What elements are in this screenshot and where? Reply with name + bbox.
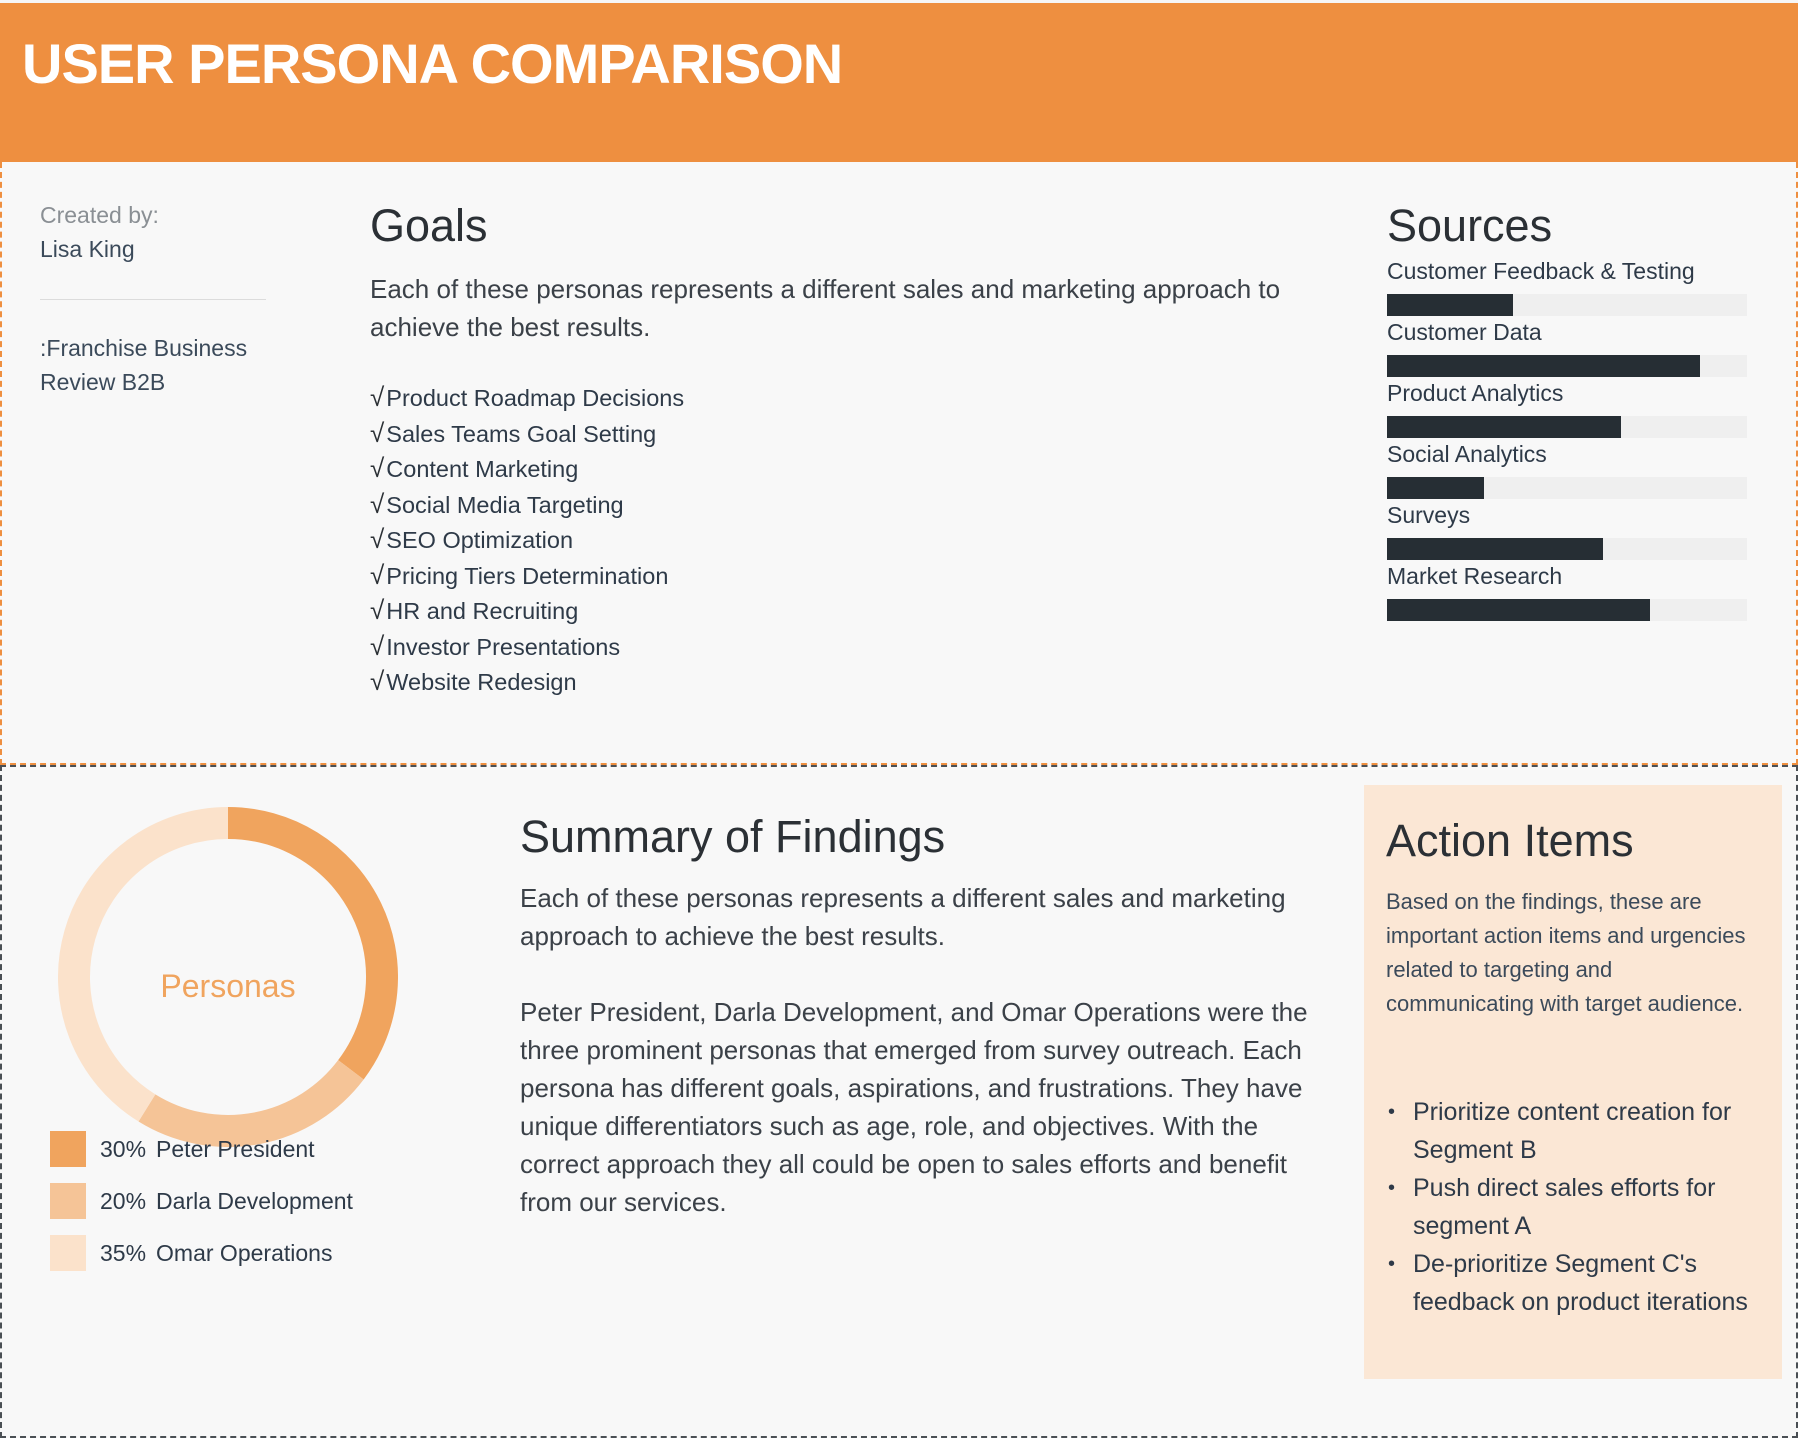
source-bar-track	[1387, 477, 1747, 499]
company-name: :Franchise Business Review B2B	[40, 335, 248, 395]
source-label: Customer Feedback & Testing	[1387, 258, 1695, 284]
findings-section	[0, 765, 1798, 1438]
legend-item	[50, 1235, 332, 1271]
overview-section	[0, 162, 1798, 765]
goal-item	[370, 380, 684, 416]
legend-swatch	[50, 1235, 86, 1271]
source-bar-track	[1387, 538, 1747, 560]
sources-title: Sources	[1387, 200, 1553, 251]
action-items-list	[1386, 1093, 1766, 1321]
goals-description: Each of these personas represents a different sales and marketing approach to achieve the best results.	[370, 274, 1281, 342]
goal-item	[370, 487, 684, 523]
goal-label: HR and Recruiting	[386, 598, 579, 624]
action-item: • Push direct sales efforts for segment A	[1386, 1169, 1766, 1245]
action-item: • Prioritize content creation for Segment B	[1386, 1093, 1766, 1169]
legend-label: Omar Operations	[156, 1239, 333, 1266]
donut-slice-peter-president	[228, 823, 382, 1070]
donut-center-label: Personas	[160, 968, 296, 1004]
checkmark-icon: √	[370, 382, 385, 412]
checkmark-icon: √	[370, 417, 385, 448]
source-label: Customer Data	[1387, 319, 1542, 345]
source-bar-fill	[1387, 416, 1621, 438]
source-item	[1387, 258, 1747, 316]
goal-label: Pricing Tiers Determination	[386, 562, 669, 589]
goal-item	[370, 416, 684, 452]
page-title: USER PERSONA COMPARISON	[22, 32, 843, 95]
source-bar-track	[1387, 294, 1747, 316]
action-items-description: Based on the findings, these are important action items and urgencies related to targeting and communicating with target audience.	[1386, 889, 1746, 1016]
source-item	[1387, 563, 1747, 621]
source-bar-track	[1387, 599, 1747, 621]
goal-label: Content Marketing	[386, 456, 579, 482]
creator-name: Lisa King	[40, 236, 135, 262]
action-items-panel	[1364, 785, 1782, 1379]
source-label: Social Analytics	[1387, 441, 1547, 467]
legend-percent: 30%	[100, 1135, 147, 1162]
checkmark-icon: √	[370, 559, 385, 590]
checkmark-icon: √	[370, 524, 385, 554]
source-bar-track	[1387, 416, 1747, 438]
legend-swatch	[50, 1131, 86, 1167]
source-bar-fill	[1387, 355, 1700, 377]
divider	[40, 299, 266, 300]
legend-percent: 20%	[100, 1187, 147, 1214]
source-item	[1387, 502, 1747, 560]
donut-slice-omar-operations	[74, 823, 228, 1108]
action-item: • De-prioritize Segment C's feedback on product iterations	[1386, 1245, 1766, 1321]
goal-label: Website Redesign	[386, 669, 577, 695]
source-bar-fill	[1387, 599, 1650, 621]
goal-label: Product Roadmap Decisions	[386, 385, 685, 411]
goal-label: Investor Presentations	[386, 633, 621, 660]
checkmark-icon: √	[370, 666, 385, 696]
legend-item	[50, 1183, 353, 1219]
goal-label: Sales Teams Goal Setting	[386, 420, 657, 447]
summary-title: Summary of Findings	[520, 811, 946, 862]
goal-item	[370, 451, 684, 487]
source-bar-fill	[1387, 538, 1603, 560]
page-header	[0, 0, 1798, 162]
legend-item	[50, 1131, 315, 1167]
legend-swatch	[50, 1183, 86, 1219]
goal-item	[370, 593, 684, 629]
source-label: Product Analytics	[1387, 380, 1564, 406]
source-item	[1387, 319, 1747, 377]
checkmark-icon: √	[370, 488, 385, 519]
goal-label: SEO Optimization	[386, 527, 574, 553]
goals-title: Goals	[370, 200, 488, 251]
goal-item	[370, 558, 684, 594]
source-item	[1387, 441, 1747, 499]
checkmark-icon: √	[370, 453, 385, 483]
source-item	[1387, 380, 1747, 438]
personas-donut-chart	[58, 807, 398, 1147]
legend-label: Peter President	[156, 1135, 315, 1162]
source-label: Market Research	[1387, 563, 1563, 589]
source-bar-track	[1387, 355, 1747, 377]
checkmark-icon: √	[370, 595, 385, 625]
summary-paragraph-2: Peter President, Darla Development, and Omar Operations were the three prominent personas that emerged from survey outreach. Each persona has different goals, aspirations, and frustrations. They have unique differentiators such as age, role, and objectives. With the correct approach they all could be open to sales efforts and benefit from our services.	[520, 997, 1308, 1217]
goal-item	[370, 522, 684, 558]
legend-label: Darla Development	[156, 1187, 353, 1214]
donut-svg	[58, 807, 398, 1147]
source-label: Surveys	[1387, 502, 1471, 528]
source-bar-fill	[1387, 294, 1513, 316]
summary-paragraph-1: Each of these personas represents a different sales and marketing approach to achieve the best results.	[520, 883, 1286, 951]
goals-list	[370, 380, 684, 700]
source-bar-fill	[1387, 477, 1484, 499]
goal-item	[370, 629, 684, 665]
created-by-label: Created by:	[40, 202, 159, 228]
donut-slice-darla-development	[147, 1070, 351, 1131]
action-items-title: Action Items	[1386, 815, 1634, 866]
legend-percent: 35%	[100, 1239, 147, 1266]
checkmark-icon: √	[370, 630, 385, 661]
goal-item	[370, 664, 684, 700]
goal-label: Social Media Targeting	[386, 491, 624, 518]
